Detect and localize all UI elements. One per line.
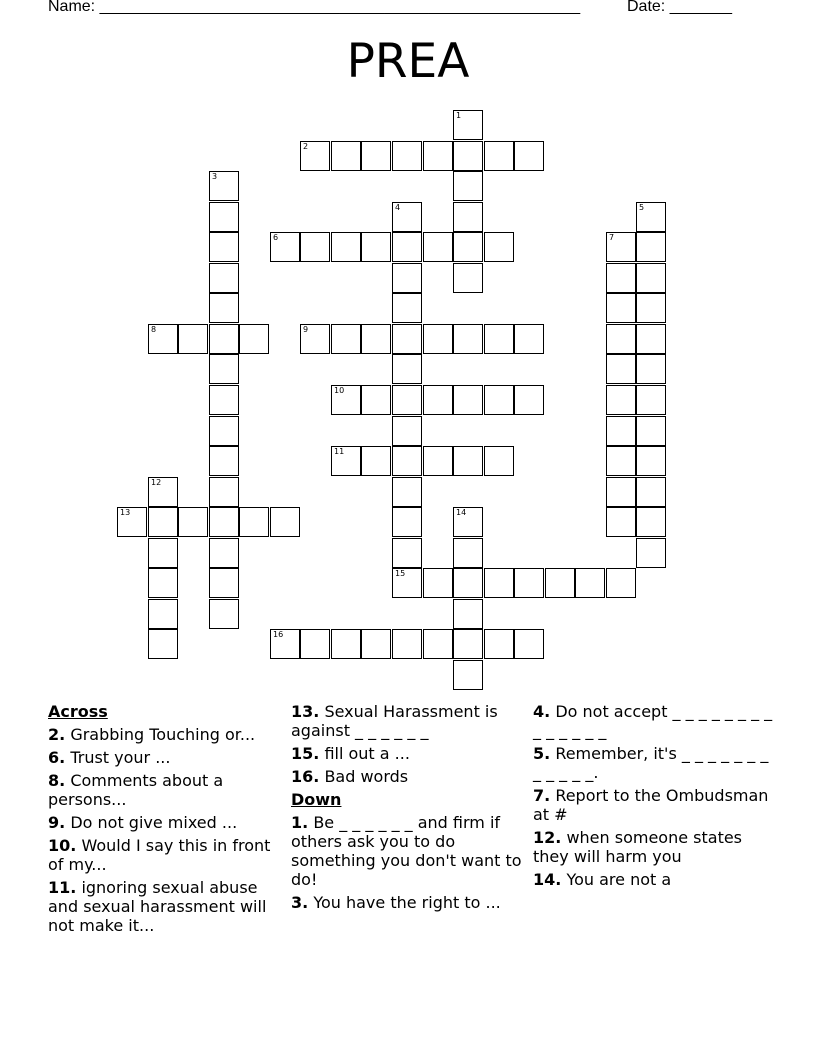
grid-cell[interactable] bbox=[423, 141, 453, 171]
grid-cell[interactable] bbox=[209, 293, 239, 323]
grid-cell[interactable] bbox=[361, 324, 391, 354]
down-clue-list-continued bbox=[533, 702, 773, 889]
grid-cell[interactable] bbox=[423, 446, 453, 476]
clue-text: You are not a bbox=[566, 870, 672, 889]
clue-number: 7 bbox=[609, 233, 615, 242]
grid-cell[interactable] bbox=[453, 263, 483, 293]
puzzle-title: PREA bbox=[346, 34, 470, 89]
grid-cell[interactable] bbox=[453, 110, 483, 140]
clue-text: You have the right to ... bbox=[313, 893, 501, 912]
grid-cell[interactable] bbox=[148, 568, 178, 598]
grid-cell[interactable] bbox=[636, 416, 666, 446]
grid-cell[interactable] bbox=[361, 629, 391, 659]
clue-number: 14. bbox=[533, 870, 562, 889]
clue-item bbox=[48, 771, 284, 809]
grid-cell[interactable] bbox=[636, 293, 666, 323]
grid-cell[interactable] bbox=[178, 507, 208, 537]
grid-cell[interactable] bbox=[392, 568, 422, 598]
grid-cell[interactable] bbox=[392, 538, 422, 568]
clue-number: 5 bbox=[639, 203, 645, 212]
across-clue-list-continued bbox=[291, 702, 523, 786]
clue-number: 1 bbox=[456, 111, 462, 120]
clue-number: 7. bbox=[533, 786, 551, 805]
grid-cell[interactable] bbox=[209, 263, 239, 293]
clue-item bbox=[291, 702, 523, 740]
grid-cell[interactable] bbox=[300, 324, 330, 354]
grid-cell[interactable] bbox=[636, 507, 666, 537]
clue-text: Comments about a persons... bbox=[48, 771, 224, 809]
grid-cell[interactable] bbox=[270, 507, 300, 537]
grid-cell[interactable] bbox=[148, 324, 178, 354]
grid-cell[interactable] bbox=[392, 324, 422, 354]
grid-cell[interactable] bbox=[300, 629, 330, 659]
clue-item bbox=[533, 744, 773, 782]
clue-item bbox=[48, 878, 284, 935]
grid-cell[interactable] bbox=[209, 599, 239, 629]
clue-number: 13 bbox=[120, 508, 131, 517]
clue-text: Be _ _ _ _ _ _ and firm if others ask you to do something you don't want to do! bbox=[291, 813, 522, 889]
grid-cell[interactable] bbox=[209, 568, 239, 598]
grid-cell[interactable] bbox=[209, 446, 239, 476]
grid-cell[interactable] bbox=[636, 202, 666, 232]
clue-number: 15 bbox=[395, 569, 406, 578]
clue-item bbox=[48, 748, 284, 767]
grid-cell[interactable] bbox=[453, 599, 483, 629]
grid-cell[interactable] bbox=[361, 141, 391, 171]
grid-cell[interactable] bbox=[209, 477, 239, 507]
grid-cell[interactable] bbox=[148, 538, 178, 568]
grid-cell[interactable] bbox=[392, 141, 422, 171]
grid-cell[interactable] bbox=[484, 232, 514, 262]
grid-cell[interactable] bbox=[331, 629, 361, 659]
grid-cell[interactable] bbox=[453, 202, 483, 232]
grid-cell[interactable] bbox=[606, 263, 636, 293]
grid-cell[interactable] bbox=[636, 477, 666, 507]
grid-cell[interactable] bbox=[209, 202, 239, 232]
grid-cell[interactable] bbox=[392, 232, 422, 262]
grid-cell[interactable] bbox=[361, 446, 391, 476]
clue-number: 10. bbox=[48, 836, 77, 855]
grid-cell[interactable] bbox=[453, 232, 483, 262]
date-field[interactable]: Date: _______ bbox=[627, 0, 732, 15]
clue-item bbox=[533, 702, 773, 740]
grid-cell[interactable] bbox=[453, 324, 483, 354]
grid-cell[interactable] bbox=[453, 507, 483, 537]
clue-number: 6. bbox=[48, 748, 66, 767]
clue-number: 9 bbox=[303, 325, 309, 334]
grid-cell[interactable] bbox=[606, 416, 636, 446]
clue-number: 16 bbox=[273, 630, 284, 639]
clue-item bbox=[533, 828, 773, 866]
clue-text: Do not accept _ _ _ _ _ _ _ _ _ _ _ _ _ _ bbox=[533, 702, 773, 740]
grid-cell[interactable] bbox=[209, 416, 239, 446]
grid-cell[interactable] bbox=[453, 385, 483, 415]
grid-cell[interactable] bbox=[148, 629, 178, 659]
grid-cell[interactable] bbox=[606, 324, 636, 354]
grid-cell[interactable] bbox=[392, 507, 422, 537]
grid-cell[interactable] bbox=[300, 232, 330, 262]
clue-text: when someone states they will harm you bbox=[533, 828, 743, 866]
grid-cell[interactable] bbox=[331, 141, 361, 171]
grid-cell[interactable] bbox=[453, 629, 483, 659]
clue-number: 11 bbox=[334, 447, 345, 456]
clue-number: 5. bbox=[533, 744, 551, 763]
grid-cell[interactable] bbox=[209, 171, 239, 201]
grid-cell[interactable] bbox=[331, 324, 361, 354]
clue-item bbox=[48, 813, 284, 832]
grid-cell[interactable] bbox=[392, 263, 422, 293]
grid-cell[interactable] bbox=[392, 354, 422, 384]
grid-cell[interactable] bbox=[606, 293, 636, 323]
grid-cell[interactable] bbox=[423, 232, 453, 262]
clue-text: Report to the Ombudsman at # bbox=[533, 786, 769, 824]
down-heading: Down bbox=[291, 790, 342, 809]
grid-cell[interactable] bbox=[453, 171, 483, 201]
grid-cell[interactable] bbox=[148, 599, 178, 629]
clue-item bbox=[291, 767, 523, 786]
grid-cell[interactable] bbox=[636, 385, 666, 415]
grid-cell[interactable] bbox=[209, 324, 239, 354]
grid-cell[interactable] bbox=[117, 507, 147, 537]
clue-item bbox=[533, 786, 773, 824]
clue-number: 1. bbox=[291, 813, 309, 832]
clue-item bbox=[533, 870, 773, 889]
clue-number: 12 bbox=[151, 478, 162, 487]
grid-cell[interactable] bbox=[606, 446, 636, 476]
grid-cell[interactable] bbox=[606, 568, 636, 598]
clue-text: Do not give mixed ... bbox=[70, 813, 238, 832]
clue-item bbox=[48, 836, 284, 874]
clue-item bbox=[291, 893, 523, 912]
grid-cell[interactable] bbox=[331, 385, 361, 415]
clue-column-1 bbox=[48, 702, 284, 939]
clue-number: 13. bbox=[291, 702, 320, 721]
clue-number: 3 bbox=[212, 172, 218, 181]
grid-cell[interactable] bbox=[453, 660, 483, 690]
grid-cell[interactable] bbox=[423, 324, 453, 354]
grid-cell[interactable] bbox=[209, 507, 239, 537]
grid-cell[interactable] bbox=[514, 629, 544, 659]
clue-item bbox=[291, 813, 523, 889]
grid-cell[interactable] bbox=[331, 446, 361, 476]
clue-text: fill out a ... bbox=[324, 744, 410, 763]
grid-cell[interactable] bbox=[209, 385, 239, 415]
grid-cell[interactable] bbox=[636, 446, 666, 476]
grid-cell[interactable] bbox=[392, 202, 422, 232]
grid-cell[interactable] bbox=[270, 629, 300, 659]
across-heading: Across bbox=[48, 702, 108, 721]
down-clue-list bbox=[291, 813, 523, 912]
clue-text: Sexual Harassment is against _ _ _ _ _ _ bbox=[291, 702, 498, 740]
clue-item bbox=[48, 725, 284, 744]
grid-cell[interactable] bbox=[606, 232, 636, 262]
grid-cell[interactable] bbox=[514, 568, 544, 598]
clue-number: 10 bbox=[334, 386, 345, 395]
clue-number: 8 bbox=[151, 325, 157, 334]
grid-cell[interactable] bbox=[392, 629, 422, 659]
across-clue-list bbox=[48, 725, 284, 935]
clue-column-2 bbox=[291, 702, 523, 916]
clue-number: 2 bbox=[303, 142, 309, 151]
grid-cell[interactable] bbox=[453, 446, 483, 476]
grid-cell[interactable] bbox=[392, 293, 422, 323]
clue-number: 15. bbox=[291, 744, 320, 763]
grid-cell[interactable] bbox=[392, 446, 422, 476]
clue-text: Remember, it's _ _ _ _ _ _ _ _ _ _ _ _. bbox=[533, 744, 769, 782]
clue-text: Would I say this in front of my... bbox=[48, 836, 271, 874]
grid-cell[interactable] bbox=[178, 324, 208, 354]
grid-cell[interactable] bbox=[270, 232, 300, 262]
grid-cell[interactable] bbox=[361, 232, 391, 262]
grid-cell[interactable] bbox=[484, 629, 514, 659]
grid-cell[interactable] bbox=[514, 141, 544, 171]
grid-cell[interactable] bbox=[423, 385, 453, 415]
clue-item bbox=[291, 744, 523, 763]
clue-number: 12. bbox=[533, 828, 562, 847]
clue-number: 4. bbox=[533, 702, 551, 721]
clue-column-3 bbox=[533, 702, 773, 893]
grid-cell[interactable] bbox=[392, 477, 422, 507]
grid-cell[interactable] bbox=[453, 141, 483, 171]
clue-text: Bad words bbox=[324, 767, 409, 786]
grid-cell[interactable] bbox=[484, 324, 514, 354]
grid-cell[interactable] bbox=[148, 477, 178, 507]
grid-cell[interactable] bbox=[392, 385, 422, 415]
grid-cell[interactable] bbox=[575, 568, 605, 598]
grid-cell[interactable] bbox=[423, 629, 453, 659]
grid-cell[interactable] bbox=[636, 232, 666, 262]
grid-cell[interactable] bbox=[636, 324, 666, 354]
grid-cell[interactable] bbox=[239, 507, 269, 537]
clue-number: 8. bbox=[48, 771, 66, 790]
grid-cell[interactable] bbox=[545, 568, 575, 598]
clue-number: 14 bbox=[456, 508, 467, 517]
grid-cell[interactable] bbox=[209, 232, 239, 262]
grid-cell[interactable] bbox=[606, 385, 636, 415]
name-field[interactable]: Name: ______________________________________________________ bbox=[48, 0, 581, 15]
clue-number: 16. bbox=[291, 767, 320, 786]
grid-cell[interactable] bbox=[453, 538, 483, 568]
clue-number: 3. bbox=[291, 893, 309, 912]
grid-cell[interactable] bbox=[636, 263, 666, 293]
grid-cell[interactable] bbox=[361, 385, 391, 415]
grid-cell[interactable] bbox=[148, 507, 178, 537]
grid-cell[interactable] bbox=[239, 324, 269, 354]
clue-number: 11. bbox=[48, 878, 77, 897]
grid-cell[interactable] bbox=[606, 507, 636, 537]
grid-cell[interactable] bbox=[209, 538, 239, 568]
clue-number: 9. bbox=[48, 813, 66, 832]
grid-cell[interactable] bbox=[636, 354, 666, 384]
clue-number: 4 bbox=[395, 203, 401, 212]
grid-cell[interactable] bbox=[453, 568, 483, 598]
grid-cell[interactable] bbox=[514, 385, 544, 415]
grid-cell[interactable] bbox=[484, 568, 514, 598]
grid-cell[interactable] bbox=[331, 232, 361, 262]
grid-cell[interactable] bbox=[484, 385, 514, 415]
grid-cell[interactable] bbox=[514, 324, 544, 354]
clue-text: Grabbing Touching or... bbox=[70, 725, 256, 744]
grid-cell[interactable] bbox=[484, 446, 514, 476]
clue-text: Trust your ... bbox=[70, 748, 171, 767]
grid-cell[interactable] bbox=[392, 416, 422, 446]
grid-cell[interactable] bbox=[209, 354, 239, 384]
grid-cell[interactable] bbox=[484, 141, 514, 171]
clue-number: 6 bbox=[273, 233, 279, 242]
grid-cell[interactable] bbox=[606, 477, 636, 507]
grid-cell[interactable] bbox=[300, 141, 330, 171]
grid-cell[interactable] bbox=[636, 538, 666, 568]
clue-number: 2. bbox=[48, 725, 66, 744]
grid-cell[interactable] bbox=[423, 568, 453, 598]
grid-cell[interactable] bbox=[606, 354, 636, 384]
clue-text: ignoring sexual abuse and sexual harassment will not make it... bbox=[48, 878, 267, 935]
